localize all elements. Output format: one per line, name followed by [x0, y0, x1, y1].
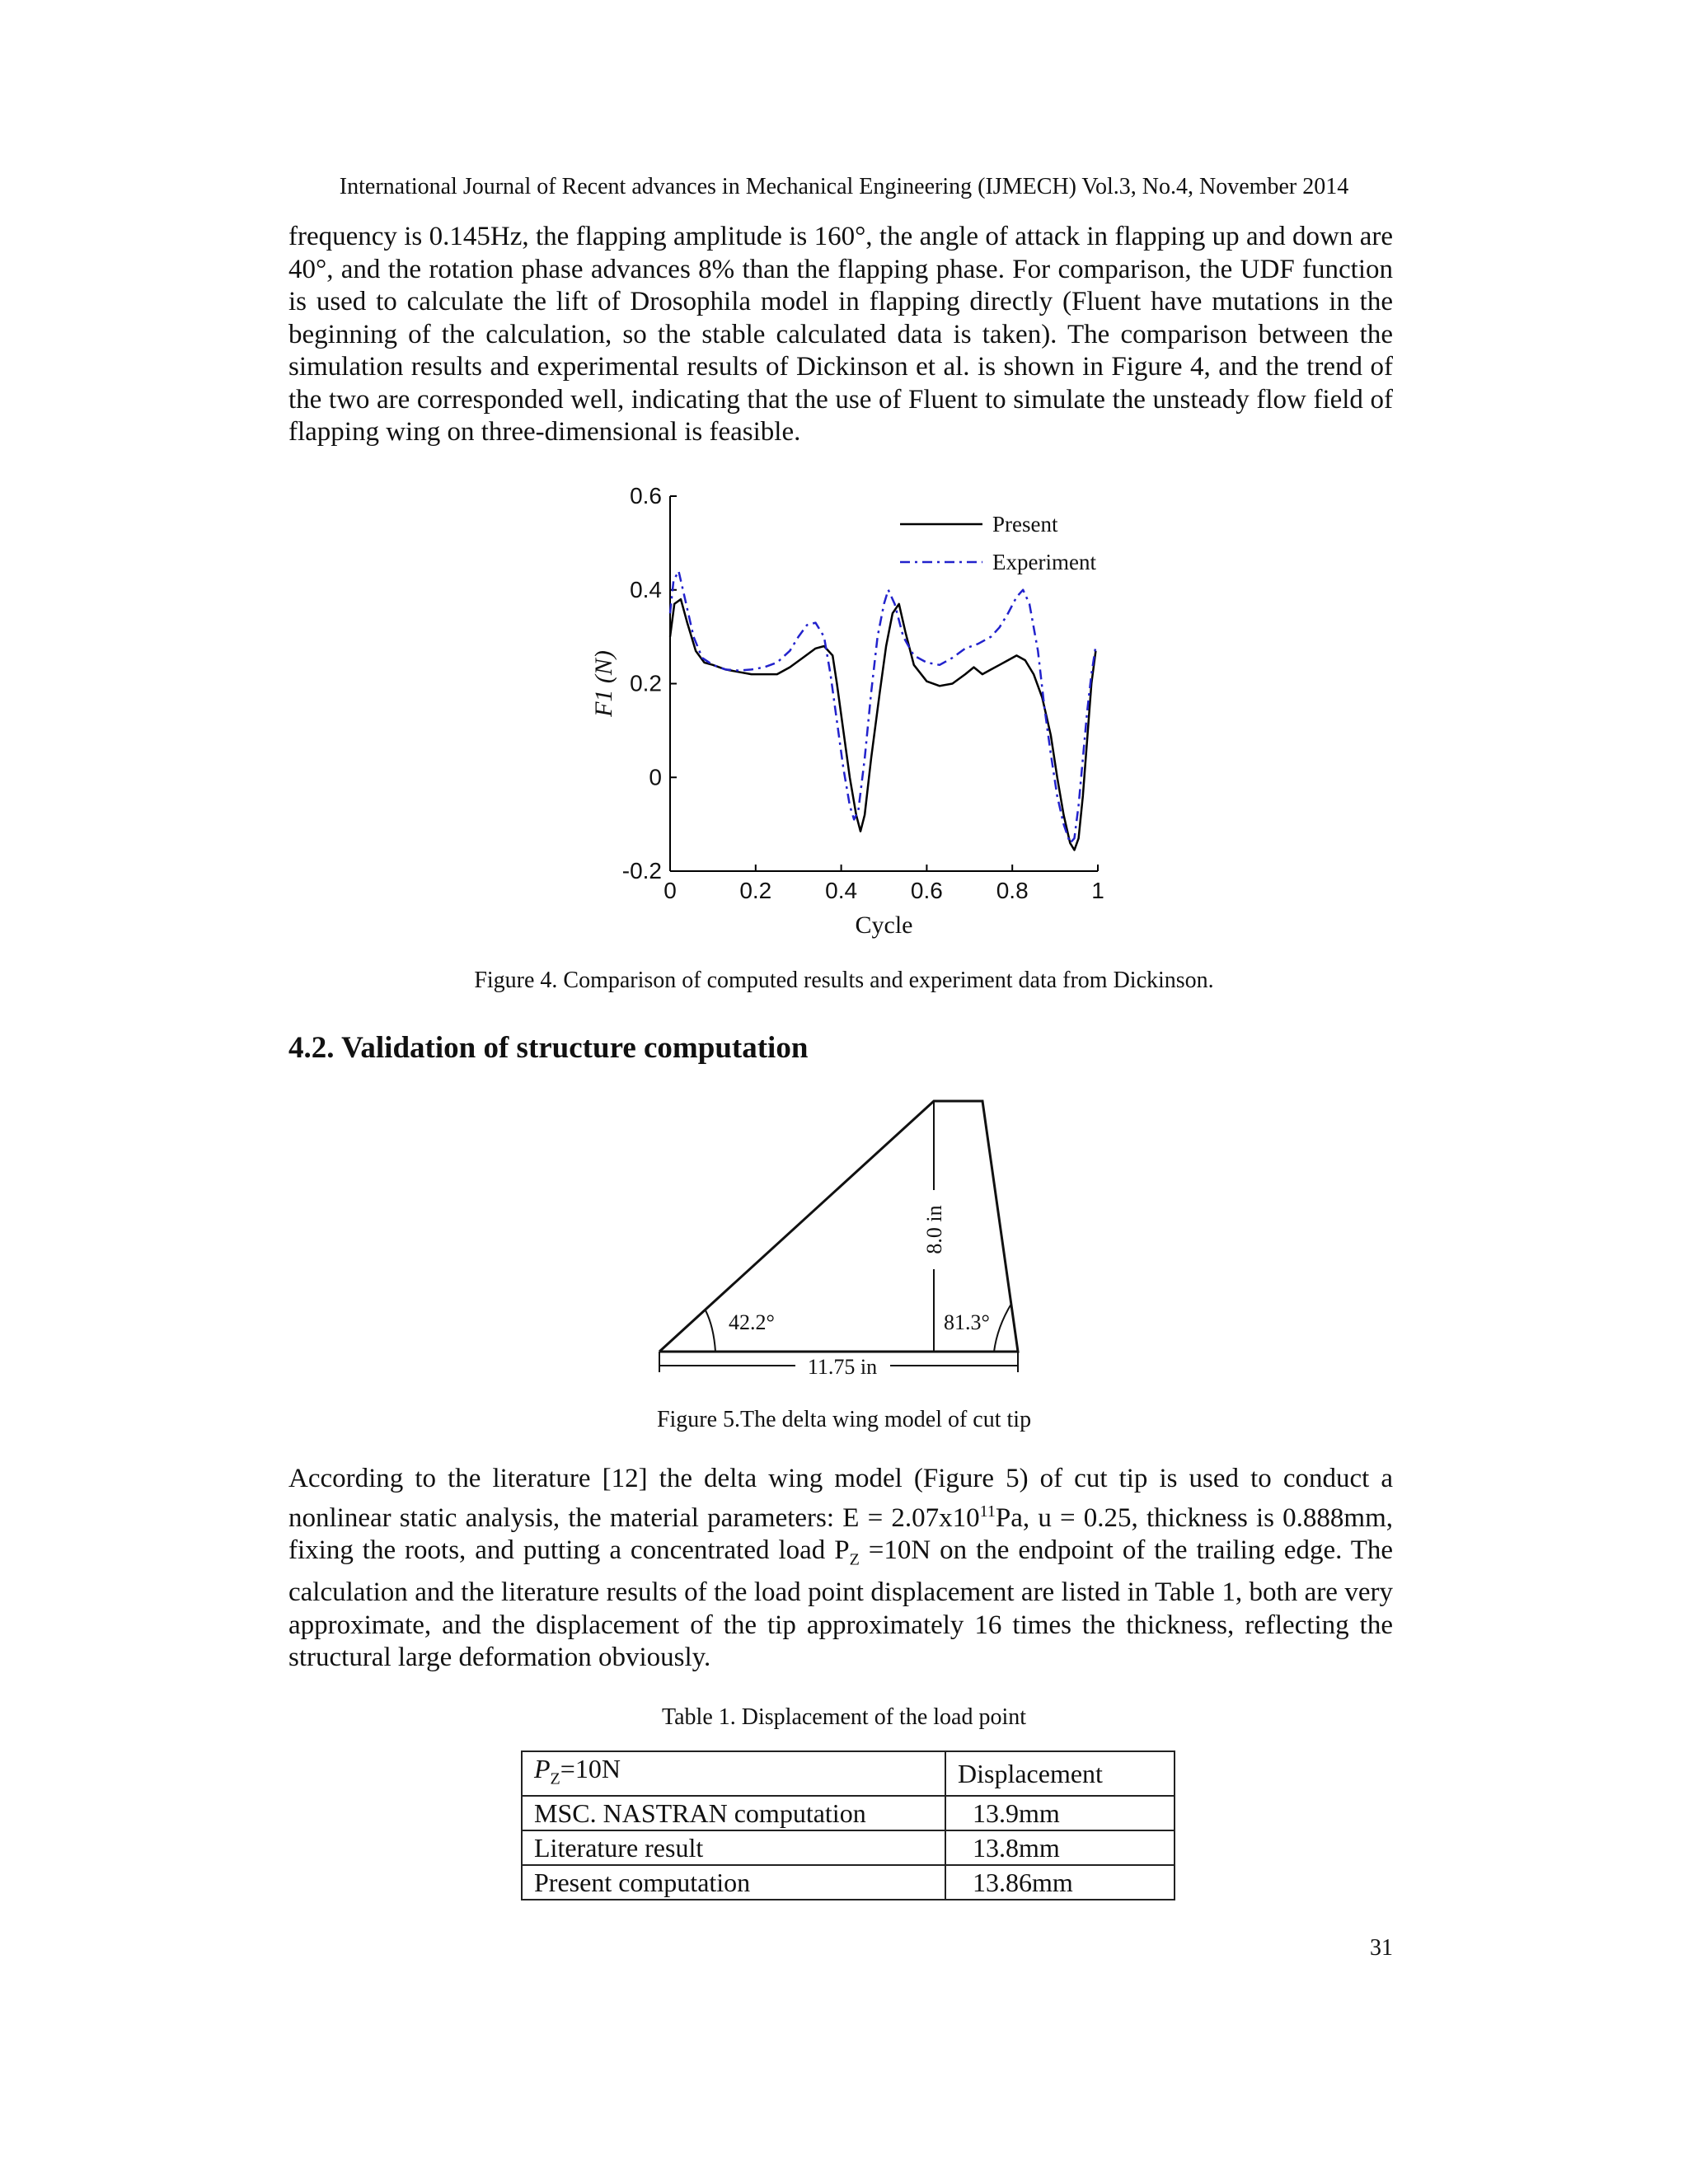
- y-tick-label: 0: [649, 764, 662, 790]
- legend-label-present: Present: [992, 512, 1058, 537]
- paragraph-2-subscript: Z: [849, 1550, 860, 1569]
- table-row: [522, 1865, 1175, 1900]
- paragraph-1-text: frequency is 0.145Hz, the flapping amplitude is 160°, the angle of attack in flapping up and down are 40°, and the rotation phase advances 8% than the flapping phase. For comparison, the UDF function is used to calculate the lift of Drosophila model in flapping directly (Fluent have mutations in the beginning of the calculation, so the stable calculated data is taken). The comparison between the simulation results and experimental results of Dickinson et al. is shown in Figure 4, and the trend of the two are corresponded well, indicating that the use of Fluent to simulate the unsteady flow field of flapping wing on three-dimensional is feasible.: [288, 222, 1393, 447]
- angle-arc-left: [706, 1310, 715, 1352]
- y-tick-label: 0.4: [630, 576, 662, 602]
- angle-arc-right: [994, 1304, 1011, 1352]
- figure-5-caption: Figure 5.The delta wing model of cut tip: [656, 1407, 1032, 1432]
- paragraph-2-part1: According to the literature [12] the delta wing model (Figure 5) of cut tip is used to conduct a nonlinear static analysis, the material parameters: E = 2.07x10: [288, 1464, 1393, 1533]
- angle-left-label: 42.2°: [729, 1310, 775, 1334]
- series-line-experiment: [670, 571, 1095, 843]
- figure-4-chart: [560, 471, 1154, 941]
- base-label: 11.75 in: [807, 1355, 878, 1379]
- paragraph-2-part3: =10N on the endpoint of the trailing edge. The calculation and the literature results of the load point displacement are listed in Table 1, both are very approximate, and the displacement of the tip approximately 16 times the thickness, reflecting the structural large deformation obviously.: [288, 1535, 1394, 1673]
- section-heading: 4.2. Validation of structure computation: [288, 1031, 809, 1065]
- paragraph-2: [288, 1463, 1393, 1675]
- table-row: [522, 1830, 1175, 1865]
- y-tick-label: -0.2: [621, 858, 662, 883]
- x-tick-label: 0.6: [910, 878, 943, 903]
- table-1: [521, 1750, 1175, 1900]
- table-cell-method: MSC. NASTRAN computation: [522, 1796, 945, 1830]
- x-tick-label: 0.4: [825, 878, 858, 903]
- table-cell-method: Present computation: [522, 1865, 945, 1900]
- series-line-present: [670, 599, 1095, 850]
- table-header-load: $P_Z=10N$: [522, 1751, 945, 1796]
- table-header-displacement: Displacement: [945, 1751, 1175, 1796]
- table-header-row: [522, 1751, 1175, 1796]
- table-cell-value: 13.86mm: [945, 1865, 1175, 1900]
- table-cell-method: Literature result: [522, 1830, 945, 1865]
- x-tick-label: 0.2: [739, 878, 772, 903]
- paragraph-2-part2: Pa, u = 0.25, thickness is 0.888mm, fixing the roots, and putting a concentrated load P: [288, 1502, 1393, 1565]
- x-axis-label: Cycle: [855, 912, 913, 939]
- y-tick-label: 0.6: [630, 483, 662, 509]
- angle-right-label: 81.3°: [944, 1310, 990, 1334]
- x-tick-label: 0: [663, 878, 677, 903]
- journal-header: International Journal of Recent advances in Mechanical Engineering (IJMECH) Vol.3, No.4, November 2014: [339, 174, 1349, 199]
- table-row: [522, 1796, 1175, 1830]
- table-cell-value: 13.9mm: [945, 1796, 1175, 1830]
- x-tick-label: 1: [1091, 878, 1104, 903]
- page-number: 31: [1370, 1935, 1393, 1961]
- table-1-caption: Table 1. Displacement of the load point: [661, 1704, 1027, 1730]
- figure-4-caption: Figure 4. Comparison of computed results and experiment data from Dickinson.: [474, 968, 1214, 993]
- paragraph-1: [288, 221, 1393, 449]
- height-label: 8.0 in: [922, 1205, 946, 1254]
- paragraph-2-text: [288, 1463, 1393, 1675]
- paragraph-2-exponent: 11: [979, 1502, 996, 1521]
- x-tick-label: 0.8: [996, 878, 1029, 903]
- y-tick-label: 0.2: [630, 670, 662, 696]
- y-axis-label: F1 (N): [590, 650, 617, 717]
- figure-5-diagram: [651, 1088, 1047, 1385]
- legend-label-experiment: Experiment: [992, 550, 1096, 574]
- table-cell-value: 13.8mm: [945, 1830, 1175, 1865]
